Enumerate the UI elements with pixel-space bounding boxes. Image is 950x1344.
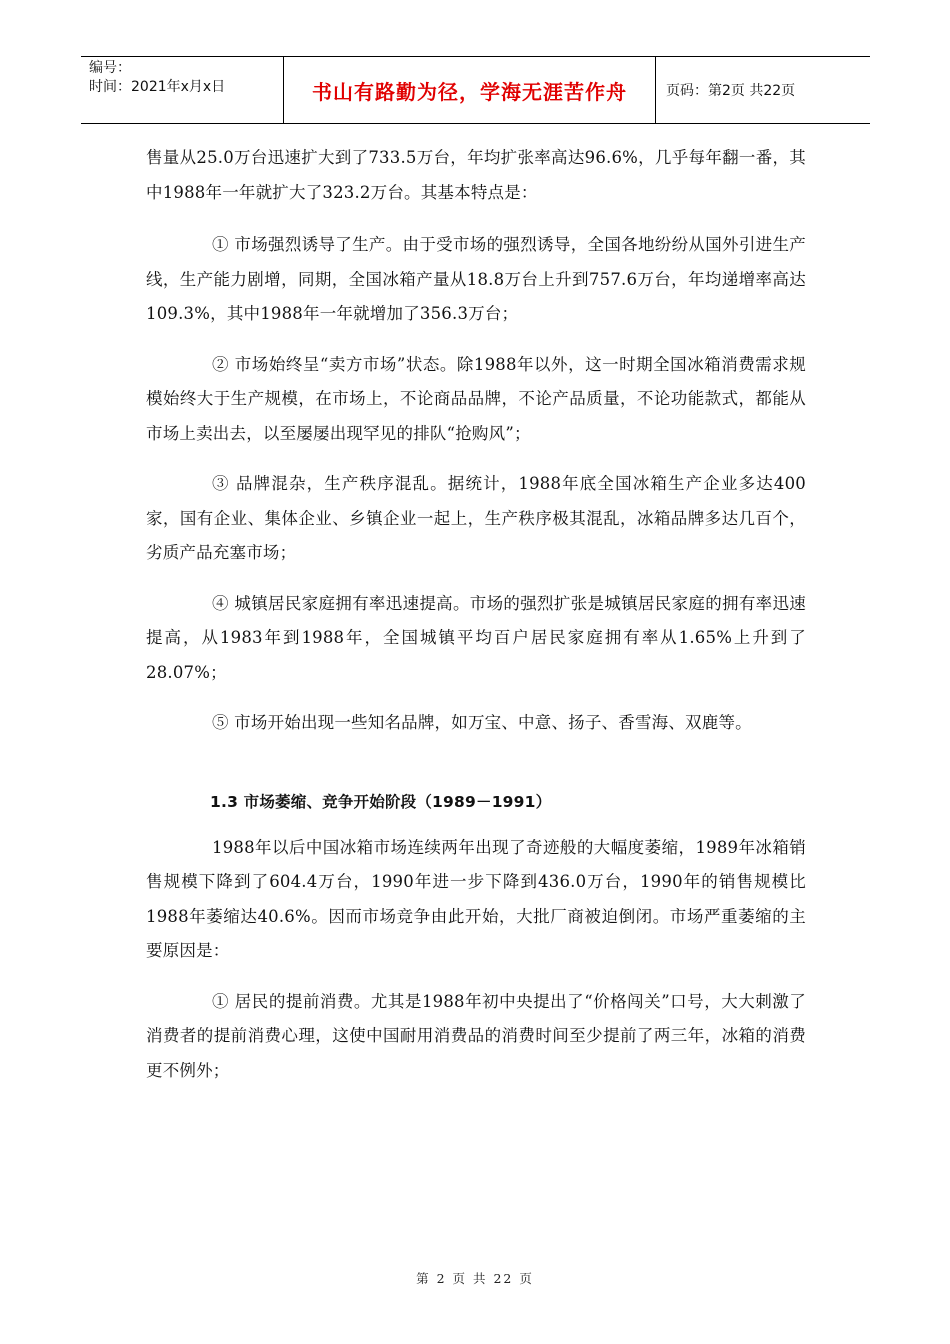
date-label: 时间：2021年x月x日 <box>89 79 226 95</box>
document-body <box>146 141 806 1104</box>
section-heading: 1.3 市场萎缩、竞争开始阶段（1989－1991） <box>210 792 552 811</box>
list-item: ④ 城镇居民家庭拥有率迅速提高。市场的强烈扩张是城镇居民家庭的拥有率迅速提高，从1983年到1988年，全国城镇平均百户居民家庭拥有率从1.65%上升到了28.07%； <box>146 593 806 682</box>
header-page-info: 页码：第2页 共22页 <box>666 83 796 99</box>
number-label: 编号： <box>89 60 131 76</box>
paragraph: 售量从25.0万台迅速扩大到了733.5万台，年均扩张率高达96.6%，几乎每年翻一番，其中1988年一年就扩大了323.2万台。其基本特点是： <box>146 148 806 202</box>
page-header <box>81 56 870 124</box>
header-meta <box>81 57 284 123</box>
list-item: ① 居民的提前消费。尤其是1988年初中央提出了“价格闯关”口号，大大刺激了消费者的提前消费心理，这使中国耐用消费品的消费时间至少提前了两三年，冰箱的消费更不例外； <box>146 991 806 1080</box>
list-item: ⑤ 市场开始出现一些知名品牌，如万宝、中意、扬子、香雪海、双鹿等。 <box>212 713 752 732</box>
page-footer: 第 2 页 共 22 页 <box>416 1271 534 1286</box>
list-item: ② 市场始终呈“卖方市场”状态。除1988年以外，这一时期全国冰箱消费需求规模始终大于生产规模，在市场上，不论商品品牌，不论产品质量，不论功能款式，都能从市场上卖出去，以至屡屡出现罕见的排队“抢购风”； <box>146 354 806 443</box>
list-item: ① 市场强烈诱导了生产。由于受市场的强烈诱导，全国各地纷纷从国外引进生产线，生产能力剧增，同期，全国冰箱产量从18.8万台上升到757.6万台，年均递增率高达109.3%，其中1988年一年就增加了356.3万台； <box>146 235 806 323</box>
list-item: ③ 品牌混杂，生产秩序混乱。据统计，1988年底全国冰箱生产企业多达400家，国有企业、集体企业、乡镇企业一起上，生产秩序极其混乱，冰箱品牌多达几百个，劣质产品充塞市场； <box>146 474 806 562</box>
paragraph: 1988年以后中国冰箱市场连续两年出现了奇迹般的大幅度萎缩，1989年冰箱销售规模下降到了604.4万台，1990年进一步下降到436.0万台，1990年的销售规模比1988年萎缩达40.6%。因而市场竞争由此开始，大批厂商被迫倒闭。市场严重萎缩的主要原因是： <box>146 837 806 960</box>
header-motto: 书山有路勤为径，学海无涯苦作舟 <box>284 57 656 123</box>
